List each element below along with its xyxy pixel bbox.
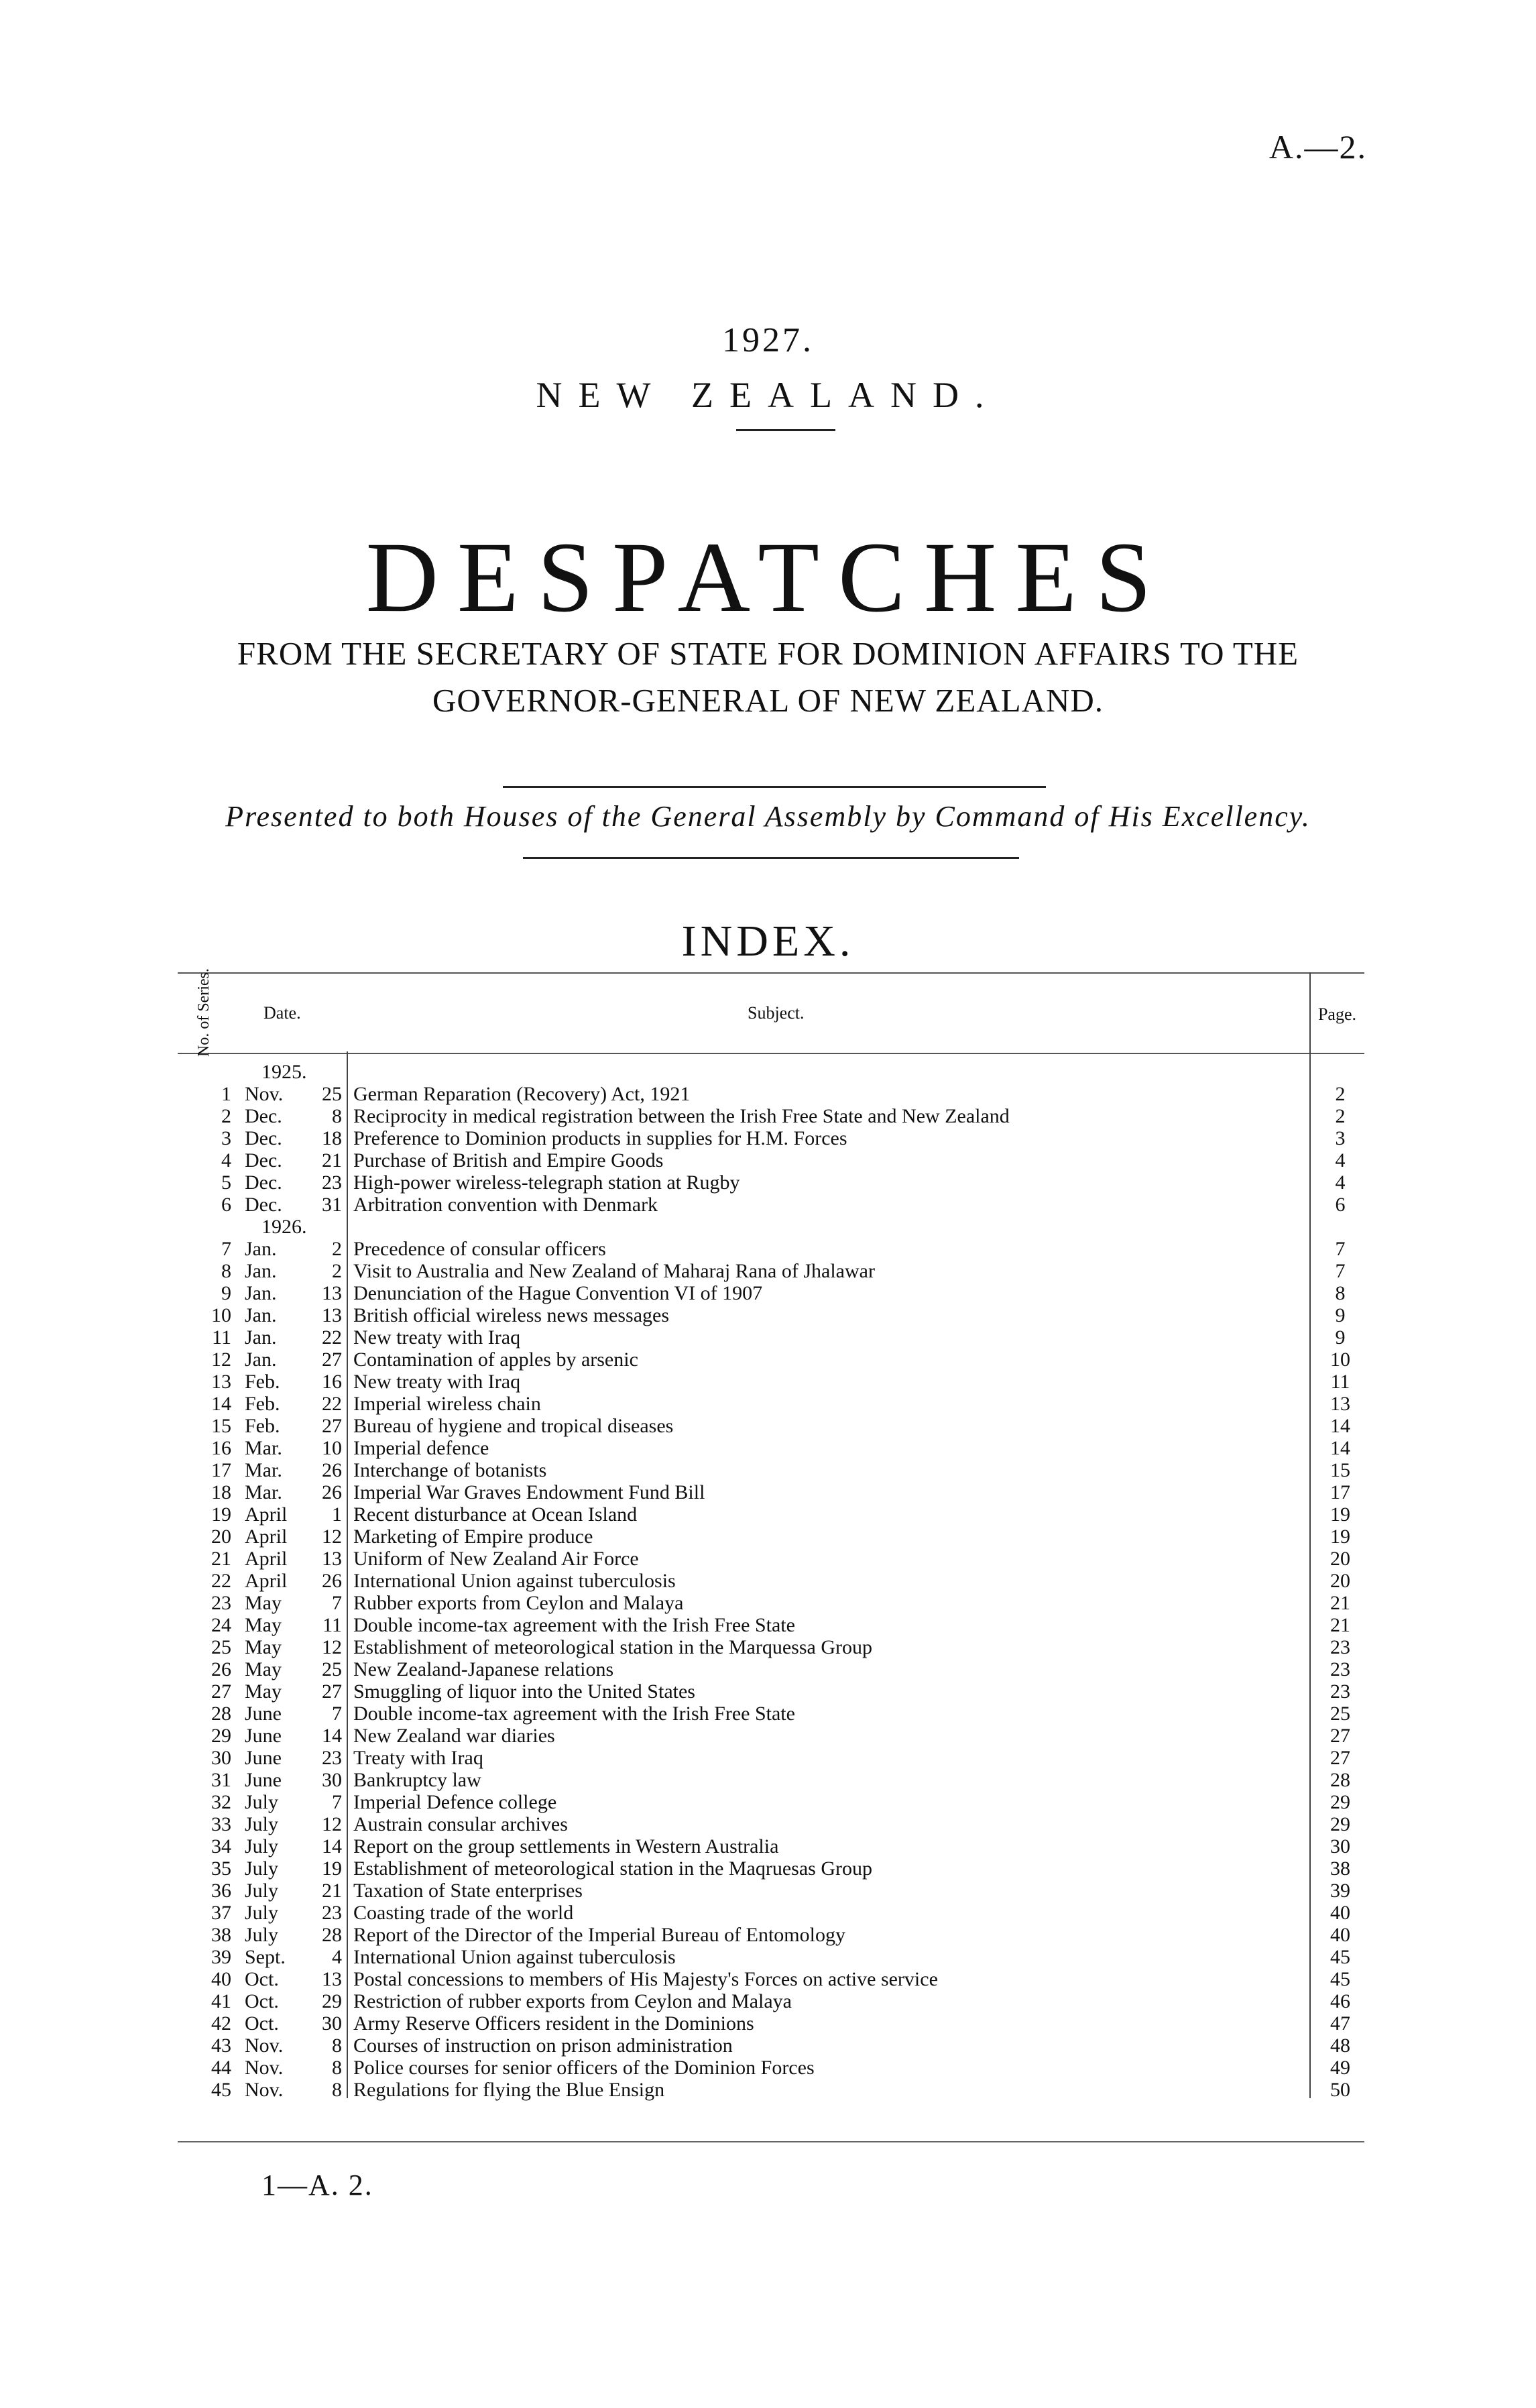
page-number: 47 <box>1330 2012 1350 2034</box>
series-number: 26 <box>211 1658 231 1680</box>
series-number: 33 <box>211 1813 231 1835</box>
date-day: 12 <box>322 1526 342 1548</box>
index-row <box>178 1194 1364 1216</box>
page-number: 9 <box>1335 1304 1346 1326</box>
page-number: 15 <box>1330 1459 1350 1481</box>
date-month: Feb. <box>245 1393 280 1415</box>
page-number: 27 <box>1330 1747 1350 1769</box>
index-row <box>178 1570 1364 1592</box>
index-row <box>178 1127 1364 1149</box>
date-month: June <box>245 1747 282 1769</box>
index-row <box>178 1857 1364 1880</box>
document-title: DESPATCHES <box>365 522 1171 633</box>
date-day: 22 <box>322 1326 342 1349</box>
series-number: 17 <box>211 1459 231 1481</box>
index-row <box>178 1968 1364 1990</box>
page-number: 17 <box>1330 1481 1350 1503</box>
subject-text: Double income-tax agreement with the Irish Free State <box>353 1703 795 1725</box>
subject-text: Report on the group settlements in Western Australia <box>353 1835 779 1857</box>
index-table <box>178 968 1364 2101</box>
date-month: June <box>245 1703 282 1725</box>
subject-text: Contamination of apples by arsenic <box>353 1349 638 1371</box>
page-number: 4 <box>1335 1171 1346 1194</box>
date-month: July <box>245 1902 279 1924</box>
subject-text: Denunciation of the Hague Convention VI of 1907 <box>353 1282 763 1304</box>
date-month: Mar. <box>245 1437 282 1459</box>
series-number: 19 <box>211 1503 231 1526</box>
series-number: 22 <box>211 1570 231 1592</box>
date-month: June <box>245 1725 282 1747</box>
subject-column-header: Subject. <box>748 1003 805 1023</box>
subject-text: Restriction of rubber exports from Ceylon and Malaya <box>353 1990 792 2012</box>
date-month: Dec. <box>245 1171 282 1194</box>
series-number: 1 <box>221 1083 231 1105</box>
index-row <box>178 1835 1364 1857</box>
series-number: 16 <box>211 1437 231 1459</box>
series-number: 18 <box>211 1481 231 1503</box>
page-number: 13 <box>1330 1393 1350 1415</box>
index-row <box>178 1658 1364 1680</box>
series-number: 2 <box>221 1105 231 1127</box>
series-number: 30 <box>211 1747 231 1769</box>
series-column-header: No. of Series. <box>195 968 213 1057</box>
index-row <box>178 1260 1364 1282</box>
date-month: April <box>245 1526 288 1548</box>
subject-text: Postal concessions to members of His Majesty's Forces on active service <box>353 1968 938 1990</box>
page-number: 29 <box>1330 1791 1350 1813</box>
sheet-reference: 1—A. 2. <box>261 2169 373 2201</box>
series-number: 32 <box>211 1791 231 1813</box>
page-number: 23 <box>1330 1658 1350 1680</box>
index-row <box>178 1526 1364 1548</box>
date-month: Nov. <box>245 1083 284 1105</box>
date-month: Feb. <box>245 1371 280 1393</box>
page-number: 3 <box>1335 1127 1346 1149</box>
page-number: 14 <box>1330 1415 1350 1437</box>
date-month: Jan. <box>245 1326 277 1349</box>
subject-text: Reciprocity in medical registration between the Irish Free State and New Zealand <box>353 1105 1010 1127</box>
series-number: 5 <box>221 1171 231 1194</box>
series-number: 40 <box>211 1968 231 1990</box>
date-month: Dec. <box>245 1194 282 1216</box>
page-number: 40 <box>1330 1924 1350 1946</box>
column-rule-date <box>347 1051 348 2098</box>
index-heading: INDEX. <box>681 917 855 966</box>
index-row <box>178 1769 1364 1791</box>
index-row <box>178 2012 1364 2034</box>
page-number: 20 <box>1330 1548 1350 1570</box>
index-row <box>178 1282 1364 1304</box>
page-number: 19 <box>1330 1526 1350 1548</box>
date-month: May <box>245 1680 282 1703</box>
series-number: 3 <box>221 1127 231 1149</box>
page-number: 23 <box>1330 1680 1350 1703</box>
subject-text: Taxation of State enterprises <box>353 1880 583 1902</box>
date-day: 30 <box>322 2012 342 2034</box>
series-number: 21 <box>211 1548 231 1570</box>
date-day: 23 <box>322 1902 342 1924</box>
date-day: 13 <box>322 1968 342 1990</box>
date-month: May <box>245 1658 282 1680</box>
page-number: 7 <box>1335 1238 1346 1260</box>
date-day: 27 <box>322 1680 342 1703</box>
subject-text: Marketing of Empire produce <box>353 1526 593 1548</box>
page-number: 21 <box>1330 1614 1350 1636</box>
series-number: 13 <box>211 1371 231 1393</box>
date-month: Sept. <box>245 1946 286 1968</box>
subject-text: Rubber exports from Ceylon and Malaya <box>353 1592 684 1614</box>
subject-text: High-power wireless-telegraph station at Rugby <box>353 1171 740 1194</box>
date-month: April <box>245 1548 288 1570</box>
index-row <box>178 1747 1364 1769</box>
subject-text: New treaty with Iraq <box>353 1371 521 1393</box>
year-heading-text: 1925. <box>261 1061 307 1083</box>
subject-text: Uniform of New Zealand Air Force <box>353 1548 639 1570</box>
page-number: 7 <box>1335 1260 1346 1282</box>
page-number: 9 <box>1335 1326 1346 1349</box>
date-day: 26 <box>322 1481 342 1503</box>
series-number: 8 <box>221 1260 231 1282</box>
date-day: 2 <box>332 1260 342 1282</box>
subject-text: Double income-tax agreement with the Irish Free State <box>353 1614 795 1636</box>
series-number: 31 <box>211 1769 231 1791</box>
index-row <box>178 1813 1364 1835</box>
index-row <box>178 1636 1364 1658</box>
subject-text: Smuggling of liquor into the United States <box>353 1680 695 1703</box>
date-day: 10 <box>322 1437 342 1459</box>
date-month: Oct. <box>245 1990 279 2012</box>
page-column-header: Page. <box>1317 1005 1356 1024</box>
subject-text: Establishment of meteorological station in the Maqruesas Group <box>353 1857 872 1880</box>
subject-text: Imperial War Graves Endowment Fund Bill <box>353 1481 705 1503</box>
index-row <box>178 1393 1364 1415</box>
subject-text: New Zealand-Japanese relations <box>353 1658 614 1680</box>
date-day: 31 <box>322 1194 342 1216</box>
date-month: July <box>245 1924 279 1946</box>
date-day: 23 <box>322 1747 342 1769</box>
series-number: 20 <box>211 1526 231 1548</box>
index-row <box>178 1459 1364 1481</box>
series-number: 42 <box>211 2012 231 2034</box>
index-row <box>178 1304 1364 1326</box>
date-month: Nov. <box>245 2034 284 2057</box>
date-day: 14 <box>322 1835 342 1857</box>
date-month: Oct. <box>245 2012 279 2034</box>
date-day: 23 <box>322 1171 342 1194</box>
series-number: 11 <box>212 1326 231 1349</box>
column-rule-page <box>1309 972 1311 2098</box>
index-row <box>178 1171 1364 1194</box>
date-month: April <box>245 1503 288 1526</box>
date-month: July <box>245 1813 279 1835</box>
index-table-header <box>178 968 1364 1057</box>
series-number: 41 <box>211 1990 231 2012</box>
page-number: 6 <box>1335 1194 1346 1216</box>
subject-text: Arbitration convention with Denmark <box>353 1194 658 1216</box>
subtitle-line-1: FROM THE SECRETARY OF STATE FOR DOMINION AFFAIRS TO THE <box>237 635 1299 672</box>
index-row <box>178 1371 1364 1393</box>
page-number: 48 <box>1330 2034 1350 2057</box>
subject-text: Recent disturbance at Ocean Island <box>353 1503 638 1526</box>
subject-text: Preference to Dominion products in supplies for H.M. Forces <box>353 1127 847 1149</box>
page-number: 40 <box>1330 1902 1350 1924</box>
subject-text: Coasting trade of the world <box>353 1902 574 1924</box>
index-row <box>178 2034 1364 2057</box>
date-day: 30 <box>322 1769 342 1791</box>
date-day: 26 <box>322 1570 342 1592</box>
date-month: July <box>245 1857 279 1880</box>
index-row <box>178 1614 1364 1636</box>
index-rows <box>178 1054 1364 2101</box>
index-row <box>178 1437 1364 1459</box>
date-month: May <box>245 1592 282 1614</box>
subject-text: New Zealand war diaries <box>353 1725 555 1747</box>
index-row <box>178 1946 1364 1968</box>
series-number: 6 <box>221 1194 231 1216</box>
date-day: 13 <box>322 1548 342 1570</box>
index-row <box>178 1083 1364 1105</box>
date-month: July <box>245 1835 279 1857</box>
presentation-note: Presented to both Houses of the General Assembly by Command of His Excellency. <box>225 800 1311 833</box>
index-row <box>178 1349 1364 1371</box>
date-month: July <box>245 1791 279 1813</box>
series-number: 28 <box>211 1703 231 1725</box>
date-day: 4 <box>332 1946 342 1968</box>
date-day: 8 <box>332 2057 342 2079</box>
index-row <box>178 1481 1364 1503</box>
index-row <box>178 1503 1364 1526</box>
date-month: Jan. <box>245 1260 277 1282</box>
date-day: 8 <box>332 1105 342 1127</box>
page-number: 11 <box>1330 1371 1350 1393</box>
series-number: 15 <box>211 1415 231 1437</box>
date-month: Oct. <box>245 1968 279 1990</box>
date-month: May <box>245 1636 282 1658</box>
date-month: July <box>245 1880 279 1902</box>
subject-text: Visit to Australia and New Zealand of Maharaj Rana of Jhalawar <box>353 1260 875 1282</box>
subject-text: Regulations for flying the Blue Ensign <box>353 2079 665 2101</box>
index-row <box>178 1902 1364 1924</box>
date-day: 13 <box>322 1304 342 1326</box>
date-day: 27 <box>322 1415 342 1437</box>
date-day: 7 <box>332 1592 342 1614</box>
date-month: Jan. <box>245 1282 277 1304</box>
subject-text: Treaty with Iraq <box>353 1747 483 1769</box>
page-number: 49 <box>1330 2057 1350 2079</box>
subject-text: Police courses for senior officers of the Dominion Forces <box>353 2057 815 2079</box>
date-day: 25 <box>322 1083 342 1105</box>
date-day: 26 <box>322 1459 342 1481</box>
subject-text: Imperial Defence college <box>353 1791 557 1813</box>
date-day: 22 <box>322 1393 342 1415</box>
date-month: June <box>245 1769 282 1791</box>
date-month: Mar. <box>245 1481 282 1503</box>
date-month: Jan. <box>245 1238 277 1260</box>
index-row <box>178 1725 1364 1747</box>
date-day: 2 <box>332 1238 342 1260</box>
date-month: Dec. <box>245 1149 282 1171</box>
date-day: 8 <box>332 2034 342 2057</box>
index-bottom-rule <box>178 2141 1364 2142</box>
date-day: 1 <box>332 1503 342 1526</box>
date-month: Feb. <box>245 1415 280 1437</box>
date-day: 19 <box>322 1857 342 1880</box>
date-day: 11 <box>322 1614 342 1636</box>
index-row <box>178 1548 1364 1570</box>
year-heading-text: 1926. <box>261 1216 307 1238</box>
index-row <box>178 1592 1364 1614</box>
report-year: 1927. <box>722 321 814 359</box>
page-number: 38 <box>1330 1857 1350 1880</box>
date-day: 12 <box>322 1813 342 1835</box>
date-day: 28 <box>322 1924 342 1946</box>
subject-text: Precedence of consular officers <box>353 1238 606 1260</box>
date-month: Nov. <box>245 2079 284 2101</box>
series-number: 27 <box>211 1680 231 1703</box>
index-row <box>178 1880 1364 1902</box>
subject-text: International Union against tuberculosis <box>353 1946 676 1968</box>
series-number: 14 <box>211 1393 231 1415</box>
index-row <box>178 1149 1364 1171</box>
date-month: Dec. <box>245 1127 282 1149</box>
divider-lower <box>523 857 1019 859</box>
date-day: 29 <box>322 1990 342 2012</box>
date-month: May <box>245 1614 282 1636</box>
subject-text: Courses of instruction on prison administration <box>353 2034 733 2057</box>
subject-text: German Reparation (Recovery) Act, 1921 <box>353 1083 691 1105</box>
subject-text: Austrain consular archives <box>353 1813 568 1835</box>
series-number: 25 <box>211 1636 231 1658</box>
index-row <box>178 1326 1364 1349</box>
series-number: 24 <box>211 1614 231 1636</box>
date-month: Jan. <box>245 1304 277 1326</box>
date-day: 21 <box>322 1880 342 1902</box>
index-row <box>178 1680 1364 1703</box>
series-number: 34 <box>211 1835 231 1857</box>
series-number: 12 <box>211 1349 231 1371</box>
date-column-header: Date. <box>263 1003 301 1023</box>
date-day: 14 <box>322 1725 342 1747</box>
subject-text: Establishment of meteorological station in the Marquessa Group <box>353 1636 872 1658</box>
date-day: 25 <box>322 1658 342 1680</box>
page-reference: A.—2. <box>1268 128 1367 166</box>
date-day: 13 <box>322 1282 342 1304</box>
date-month: Mar. <box>245 1459 282 1481</box>
page-number: 30 <box>1330 1835 1350 1857</box>
date-day: 8 <box>332 2079 342 2101</box>
date-day: 21 <box>322 1149 342 1171</box>
page-number: 23 <box>1330 1636 1350 1658</box>
date-day: 12 <box>322 1636 342 1658</box>
subject-text: Bureau of hygiene and tropical diseases <box>353 1415 674 1437</box>
date-day: 16 <box>322 1371 342 1393</box>
series-number: 36 <box>211 1880 231 1902</box>
series-number: 45 <box>211 2079 231 2101</box>
series-number: 35 <box>211 1857 231 1880</box>
series-number: 38 <box>211 1924 231 1946</box>
subject-text: Purchase of British and Empire Goods <box>353 1149 664 1171</box>
subject-text: Army Reserve Officers resident in the Dominions <box>353 2012 754 2034</box>
date-month: Jan. <box>245 1349 277 1371</box>
page-number: 27 <box>1330 1725 1350 1747</box>
page-number: 21 <box>1330 1592 1350 1614</box>
subject-text: Report of the Director of the Imperial Bureau of Entomology <box>353 1924 845 1946</box>
page-number: 39 <box>1330 1880 1350 1902</box>
series-number: 37 <box>211 1902 231 1924</box>
series-number: 44 <box>211 2057 231 2079</box>
index-row <box>178 1990 1364 2012</box>
page-number: 50 <box>1330 2079 1350 2101</box>
index-row <box>178 1105 1364 1127</box>
series-number: 4 <box>221 1149 231 1171</box>
page-number: 29 <box>1330 1813 1350 1835</box>
series-number: 29 <box>211 1725 231 1747</box>
index-row <box>178 1238 1364 1260</box>
series-number: 7 <box>221 1238 231 1260</box>
page-number: 10 <box>1330 1349 1350 1371</box>
page-number: 19 <box>1330 1503 1350 1526</box>
subject-text: British official wireless news messages <box>353 1304 670 1326</box>
index-row <box>178 2079 1364 2101</box>
date-month: April <box>245 1570 288 1592</box>
divider-short <box>736 429 835 431</box>
year-heading <box>178 1216 1364 1238</box>
subject-text: New treaty with Iraq <box>353 1326 521 1349</box>
divider-upper <box>503 786 1046 788</box>
index-row <box>178 1415 1364 1437</box>
index-row <box>178 2057 1364 2079</box>
page-number: 25 <box>1330 1703 1350 1725</box>
subtitle-line-2: GOVERNOR-GENERAL OF NEW ZEALAND. <box>432 682 1104 719</box>
index-row <box>178 1791 1364 1813</box>
series-number: 9 <box>221 1282 231 1304</box>
subject-text: Bankruptcy law <box>353 1769 481 1791</box>
date-day: 7 <box>332 1703 342 1725</box>
subject-text: International Union against tuberculosis <box>353 1570 676 1592</box>
page-number: 20 <box>1330 1570 1350 1592</box>
index-row <box>178 1703 1364 1725</box>
page-number: 46 <box>1330 1990 1350 2012</box>
date-day: 27 <box>322 1349 342 1371</box>
series-number: 43 <box>211 2034 231 2057</box>
subject-text: Interchange of botanists <box>353 1459 547 1481</box>
page-number: 45 <box>1330 1968 1350 1990</box>
page-number: 4 <box>1335 1149 1346 1171</box>
subject-text: Imperial wireless chain <box>353 1393 541 1415</box>
document-subtitle <box>0 630 1536 724</box>
date-day: 18 <box>322 1127 342 1149</box>
page-number: 14 <box>1330 1437 1350 1459</box>
year-heading <box>178 1061 1364 1083</box>
page-number: 45 <box>1330 1946 1350 1968</box>
date-month: Dec. <box>245 1105 282 1127</box>
series-number: 23 <box>211 1592 231 1614</box>
date-day: 7 <box>332 1791 342 1813</box>
page-number: 8 <box>1335 1282 1346 1304</box>
page-number: 28 <box>1330 1769 1350 1791</box>
date-month: Nov. <box>245 2057 284 2079</box>
page-number: 2 <box>1335 1105 1346 1127</box>
page-number: 2 <box>1335 1083 1346 1105</box>
country-heading: NEW ZEALAND. <box>536 375 1000 415</box>
subject-text: Imperial defence <box>353 1437 489 1459</box>
index-row <box>178 1924 1364 1946</box>
series-number: 10 <box>211 1304 231 1326</box>
series-number: 39 <box>211 1946 231 1968</box>
